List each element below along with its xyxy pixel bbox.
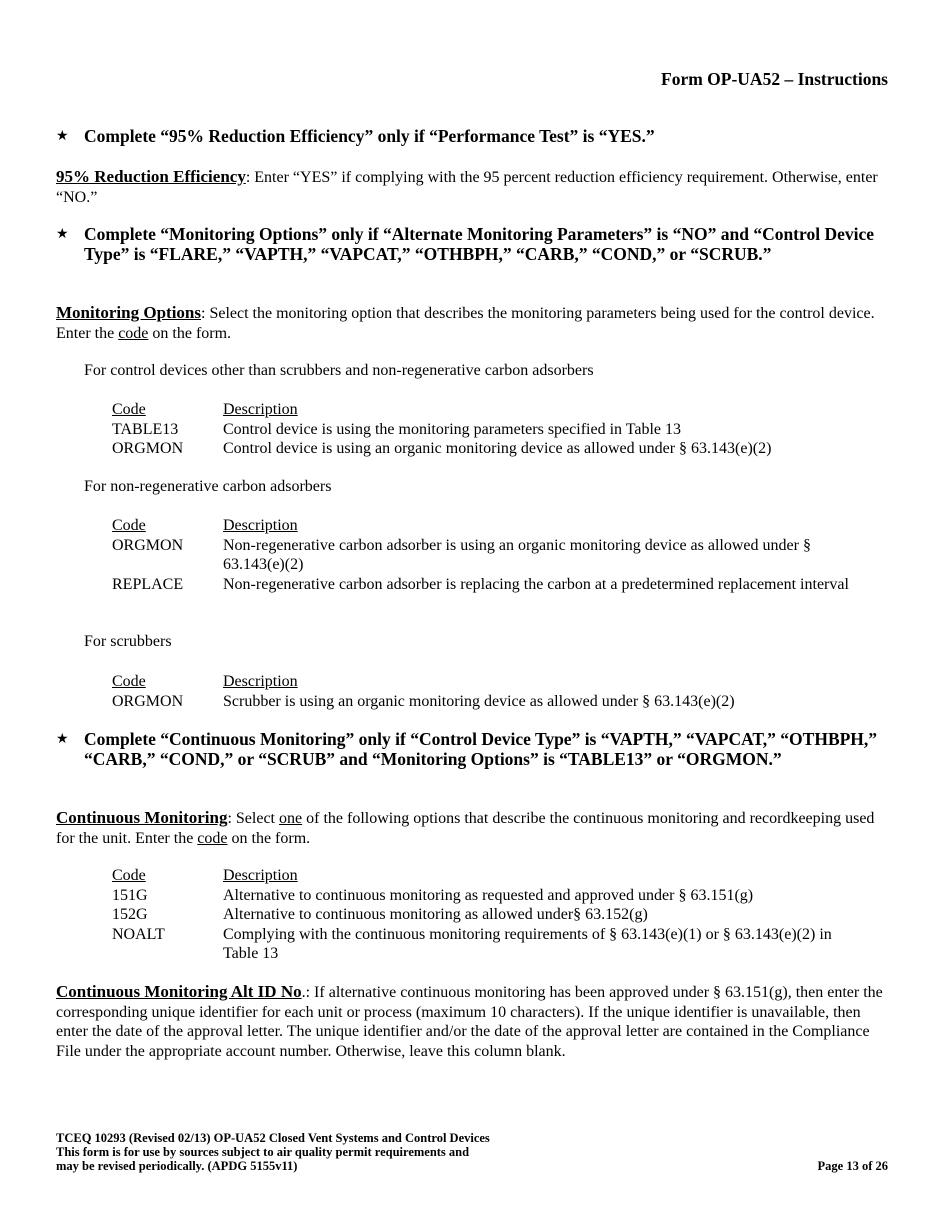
monitoring-options-term: Monitoring Options bbox=[56, 303, 201, 322]
table-row bbox=[112, 905, 863, 925]
table-row bbox=[112, 692, 863, 712]
code-cell: 152G bbox=[112, 906, 148, 923]
description-cell: Non-regenerative carbon adsorber is using an organic monitoring device as allowed under § 63.143(e)(2) bbox=[223, 536, 811, 573]
bullet-text: Complete “95% Reduction Efficiency” only if “Performance Test” is “YES.” bbox=[84, 126, 655, 146]
description-cell: Alternative to continuous monitoring as requested and approved under § 63.151(g) bbox=[223, 886, 754, 904]
page-header: Form OP-UA52 – Instructions bbox=[661, 69, 888, 89]
table-row bbox=[112, 420, 863, 440]
table-row bbox=[112, 886, 863, 906]
code-table bbox=[112, 516, 863, 594]
description-cell: Non-regenerative carbon adsorber is replacing the carbon at a predetermined replacement interval bbox=[223, 575, 849, 593]
reduction-efficiency-text: : Enter “YES” if complying with the 95 percent reduction efficiency requirement. Otherwise, enter “NO.” bbox=[56, 169, 878, 206]
code-cell: TABLE13 bbox=[112, 420, 179, 438]
group-intro: For non-regenerative carbon adsorbers bbox=[84, 478, 332, 495]
table-header-row bbox=[112, 866, 863, 886]
bullet-text: Complete “Continuous Monitoring” only if “Control Device Type” is “VAPTH,” “VAPCAT,” “OTHBPH,” “CARB,” “COND,” or “SCRUB” and “Monitoring Options” is “TABLE13” or “ORGMON.” bbox=[84, 729, 878, 769]
footer-line: may be revised periodically. (APDG 5155v11) bbox=[56, 1159, 298, 1173]
alt-id-term: Continuous Monitoring Alt ID No bbox=[56, 982, 302, 1001]
code-cell: ORGMON bbox=[112, 440, 184, 457]
description-header: Description bbox=[223, 867, 298, 884]
description-cell: Control device is using an organic monitoring device as allowed under § 63.143(e)(2) bbox=[223, 440, 772, 457]
group-intro: For scrubbers bbox=[84, 633, 172, 650]
table-row bbox=[112, 536, 863, 575]
description-cell: Scrubber is using an organic monitoring device as allowed under § 63.143(e)(2) bbox=[223, 692, 735, 710]
group-intro: For control devices other than scrubbers and non-regenerative carbon adsorbers bbox=[84, 362, 594, 379]
description-cell: Control device is using the monitoring parameters specified in Table 13 bbox=[223, 420, 682, 438]
description-header: Description bbox=[223, 517, 298, 534]
table-row bbox=[112, 439, 863, 459]
star-icon: ★ bbox=[56, 732, 69, 747]
table-header-row bbox=[112, 672, 863, 692]
code-cell: REPLACE bbox=[112, 575, 184, 593]
code-header: Code bbox=[112, 401, 146, 418]
table-row bbox=[112, 575, 863, 595]
code-table bbox=[112, 672, 863, 711]
alt-id-paragraph bbox=[56, 982, 888, 1061]
bullet-text: Complete “Monitoring Options” only if “Alternate Monitoring Parameters” is “NO” and “Control Device Type” is “FLARE,” “VAPTH,” “VAPCAT,” “OTHBPH,” “CARB,” “COND,” or “SCRUB.” bbox=[84, 224, 875, 264]
table-row bbox=[112, 925, 863, 964]
description-header: Description bbox=[223, 673, 298, 690]
code-cell: ORGMON bbox=[112, 692, 184, 710]
continuous-monitoring-paragraph: Continuous Monitoring: Select one of the following options that describe the continuous monitoring and recordkeeping used for the unit. Enter the code on the form. bbox=[56, 808, 875, 847]
code-cell: NOALT bbox=[112, 925, 165, 943]
footer-line: TCEQ 10293 (Revised 02/13) OP-UA52 Closed Vent Systems and Control Devices bbox=[56, 1131, 490, 1145]
instruction-bullet bbox=[56, 730, 888, 769]
description-cell: Alternative to continuous monitoring as allowed under§ 63.152(g) bbox=[223, 906, 648, 923]
code-header: Code bbox=[112, 673, 146, 690]
code-cell: 151G bbox=[112, 886, 148, 904]
code-table bbox=[112, 866, 863, 964]
reduction-efficiency-paragraph bbox=[56, 167, 888, 207]
code-header: Code bbox=[112, 867, 146, 884]
code-table bbox=[112, 400, 863, 459]
table-header-row bbox=[112, 516, 863, 536]
reduction-efficiency-term: 95% Reduction Efficiency bbox=[56, 167, 246, 186]
description-header: Description bbox=[223, 401, 298, 418]
alt-id-text: .: If alternative continuous monitoring has been approved under § 63.151(g), then enter the corresponding unique identifier for each unit or process (maximum 10 characters). If the unique identifier is unavailable, then enter the date of the approval letter. The unique identifier and/or the date of the approval letter are contained in the Compliance File under the appropriate account number. Otherwise, leave this column blank. bbox=[56, 984, 883, 1060]
monitoring-options-paragraph: Monitoring Options: Select the monitoring option that describes the monitoring parameters being used for the control device. Enter the code on the form. bbox=[56, 303, 875, 342]
page-number: Page 13 of 26 bbox=[817, 1159, 888, 1173]
code-cell: ORGMON bbox=[112, 536, 184, 554]
star-icon: ★ bbox=[56, 227, 69, 242]
instruction-bullet bbox=[56, 225, 888, 264]
star-icon: ★ bbox=[56, 129, 69, 144]
page-footer bbox=[56, 1131, 888, 1173]
table-header-row bbox=[112, 400, 863, 420]
description-cell: Complying with the continuous monitoring requirements of § 63.143(e)(1) or § 63.143(e)(2) in Table 13 bbox=[223, 925, 832, 962]
footer-line: This form is for use by sources subject to air quality permit requirements and bbox=[56, 1145, 470, 1159]
code-header: Code bbox=[112, 517, 146, 534]
instruction-bullet bbox=[56, 127, 888, 147]
continuous-monitoring-term: Continuous Monitoring bbox=[56, 808, 228, 827]
